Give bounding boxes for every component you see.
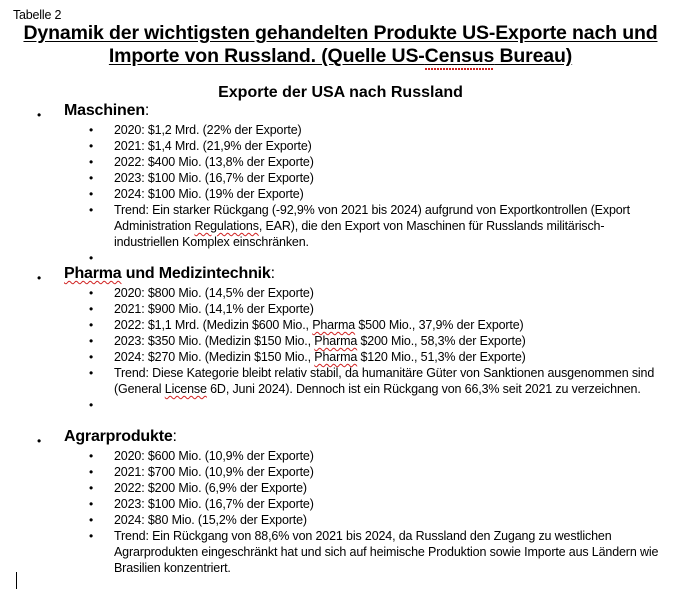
trend-text-part: 6D, Juni 2024). Dennoch ist ein Rückgang von 66,3% seit 2021 zu verzeichnen.	[206, 382, 641, 396]
bullet-icon: •	[89, 465, 94, 479]
list-item	[0, 138, 681, 154]
trend-text-part: Trend: Ein starker Rückgang (-92,9% von 2021 bis 2024) aufgrund von Exportkontrollen (Export Administration	[114, 203, 630, 233]
list-item-text-part: $200 Mio., 58,3% der Exporte)	[357, 334, 526, 348]
category-label-text: Maschinen	[64, 102, 145, 119]
list-item	[0, 301, 681, 317]
list-item-text: 2022: $400 Mio. (13,8% der Exporte)	[114, 155, 314, 169]
bullet-icon: •	[89, 171, 94, 185]
spellcheck-word-license[interactable]: License	[164, 382, 207, 396]
spellcheck-word-pharma[interactable]: Pharma	[312, 318, 356, 332]
list-item	[0, 285, 681, 301]
trend-text: Trend: Ein Rückgang von 88,6% von 2021 bis 2024, da Russland den Zugang zu westlichen Agrarprodukten eingeschränkt hat und sich auf heimische Produktion sowie Importe aus Ländern wie Brasilien konzentriert.	[114, 529, 659, 575]
bullet-icon: •	[89, 529, 94, 543]
list-item	[0, 154, 681, 170]
trend-text-part: , EAR), die den Export von Maschinen für Russlands militärisch-industriellen Komplex einschränken.	[114, 219, 605, 249]
category-colon: :	[144, 102, 150, 119]
category-label	[64, 102, 149, 120]
category-label	[64, 428, 177, 446]
list-item-trend	[0, 365, 681, 397]
list-item-text: 2021: $1,4 Mrd. (21,9% der Exporte)	[114, 139, 312, 153]
trend-text	[114, 365, 664, 397]
list-item-text: 2023: $100 Mio. (16,7% der Exporte)	[114, 497, 314, 511]
spellcheck-word-pharma[interactable]: Pharma	[314, 334, 358, 348]
text-cursor	[16, 572, 17, 589]
list-item-text-part: 2024: $270 Mio. (Medizin $150 Mio.,	[114, 350, 315, 364]
bullet-icon: •	[89, 203, 94, 217]
category-label-text: und Medizintechnik	[121, 265, 271, 282]
section-heading-exports: Exporte der USA nach Russland	[218, 84, 463, 101]
bullet-icon: •	[89, 334, 94, 348]
category-agrarprodukte	[0, 428, 681, 576]
list-item-text-part: 2022: $1,1 Mrd. (Medizin $600 Mio.,	[114, 318, 313, 332]
bullet-icon: •	[37, 108, 42, 122]
list-item	[0, 349, 681, 365]
title-line-2-text: Importe von Russland. (Quelle US-	[108, 45, 425, 67]
title-line-2-tail: Bureau)	[494, 45, 573, 67]
list-item	[0, 448, 681, 464]
list-item-trend	[0, 202, 681, 250]
list-item-text	[114, 349, 664, 365]
list-item-text: 2020: $800 Mio. (14,5% der Exporte)	[114, 286, 314, 300]
trend-text	[114, 202, 664, 250]
list-item-text-part: $500 Mio., 37,9% der Exporte)	[355, 318, 524, 332]
list-item-text-part: 2023: $350 Mio. (Medizin $150 Mio.,	[114, 334, 315, 348]
category-maschinen	[0, 102, 681, 266]
list-item	[0, 170, 681, 186]
bullet-icon: •	[89, 302, 94, 316]
category-heading	[0, 428, 681, 448]
list-item-text-part: $120 Mio., 51,3% der Exporte)	[357, 350, 526, 364]
category-items	[0, 448, 681, 576]
bullet-icon: •	[89, 449, 94, 463]
bullet-icon: •	[89, 497, 94, 511]
list-item-empty[interactable]	[0, 250, 681, 266]
document-title	[0, 22, 681, 68]
bullet-icon: •	[89, 366, 94, 380]
spellcheck-word-census[interactable]: Census	[424, 45, 495, 67]
list-item	[0, 333, 681, 349]
title-line-1: Dynamik der wichtigsten gehandelten Produkte US-Exporte nach und	[23, 22, 658, 44]
list-item-text: 2024: $80 Mio. (15,2% der Exporte)	[114, 513, 307, 527]
list-item	[0, 122, 681, 138]
bullet-icon: •	[89, 155, 94, 169]
list-item-text: 2024: $100 Mio. (19% der Exporte)	[114, 187, 304, 201]
bullet-icon: •	[89, 350, 94, 364]
bullet-icon: •	[37, 271, 42, 285]
trend-text-part: Trend: Diese Kategorie bleibt relativ stabil, da humanitäre Güter von Sanktionen ausgenommen sind (General	[114, 366, 655, 396]
list-item-empty[interactable]	[0, 397, 681, 413]
bullet-icon: •	[89, 398, 94, 412]
bullet-icon: •	[37, 434, 42, 448]
category-heading	[0, 265, 681, 285]
category-pharma	[0, 265, 681, 413]
list-item-trend	[0, 528, 681, 576]
bullet-icon: •	[89, 251, 94, 265]
list-item	[0, 464, 681, 480]
bullet-icon: •	[89, 187, 94, 201]
list-item-text: 2022: $200 Mio. (6,9% der Exporte)	[114, 481, 307, 495]
category-heading	[0, 102, 681, 122]
category-items	[0, 122, 681, 266]
list-item	[0, 480, 681, 496]
list-item	[0, 317, 681, 333]
list-item-text: 2020: $600 Mio. (10,9% der Exporte)	[114, 449, 314, 463]
bullet-icon: •	[89, 139, 94, 153]
list-item	[0, 512, 681, 528]
bullet-icon: •	[89, 513, 94, 527]
list-item-text: 2021: $700 Mio. (10,9% der Exporte)	[114, 465, 314, 479]
category-colon: :	[172, 428, 177, 445]
list-item-text	[114, 333, 664, 349]
list-item	[0, 496, 681, 512]
category-label-text: Agrarprodukte	[64, 428, 173, 445]
table-caption: Tabelle 2	[13, 8, 62, 22]
list-item-text: 2020: $1,2 Mrd. (22% der Exporte)	[114, 123, 302, 137]
title-line-2	[0, 45, 681, 68]
list-item	[0, 186, 681, 202]
bullet-icon: •	[89, 481, 94, 495]
list-item-text	[114, 317, 664, 333]
spellcheck-word-pharma[interactable]: Pharma	[314, 350, 358, 364]
category-items	[0, 285, 681, 413]
category-colon: :	[270, 265, 275, 282]
bullet-icon: •	[89, 286, 94, 300]
category-label	[64, 265, 275, 283]
bullet-icon: •	[89, 318, 94, 332]
list-item-text: 2023: $100 Mio. (16,7% der Exporte)	[114, 171, 314, 185]
bullet-icon: •	[89, 123, 94, 137]
spellcheck-word-pharma[interactable]: Pharma	[64, 265, 122, 282]
spellcheck-word-regulations[interactable]: Regulations	[194, 219, 259, 233]
list-item-text: 2021: $900 Mio. (14,1% der Exporte)	[114, 302, 314, 316]
